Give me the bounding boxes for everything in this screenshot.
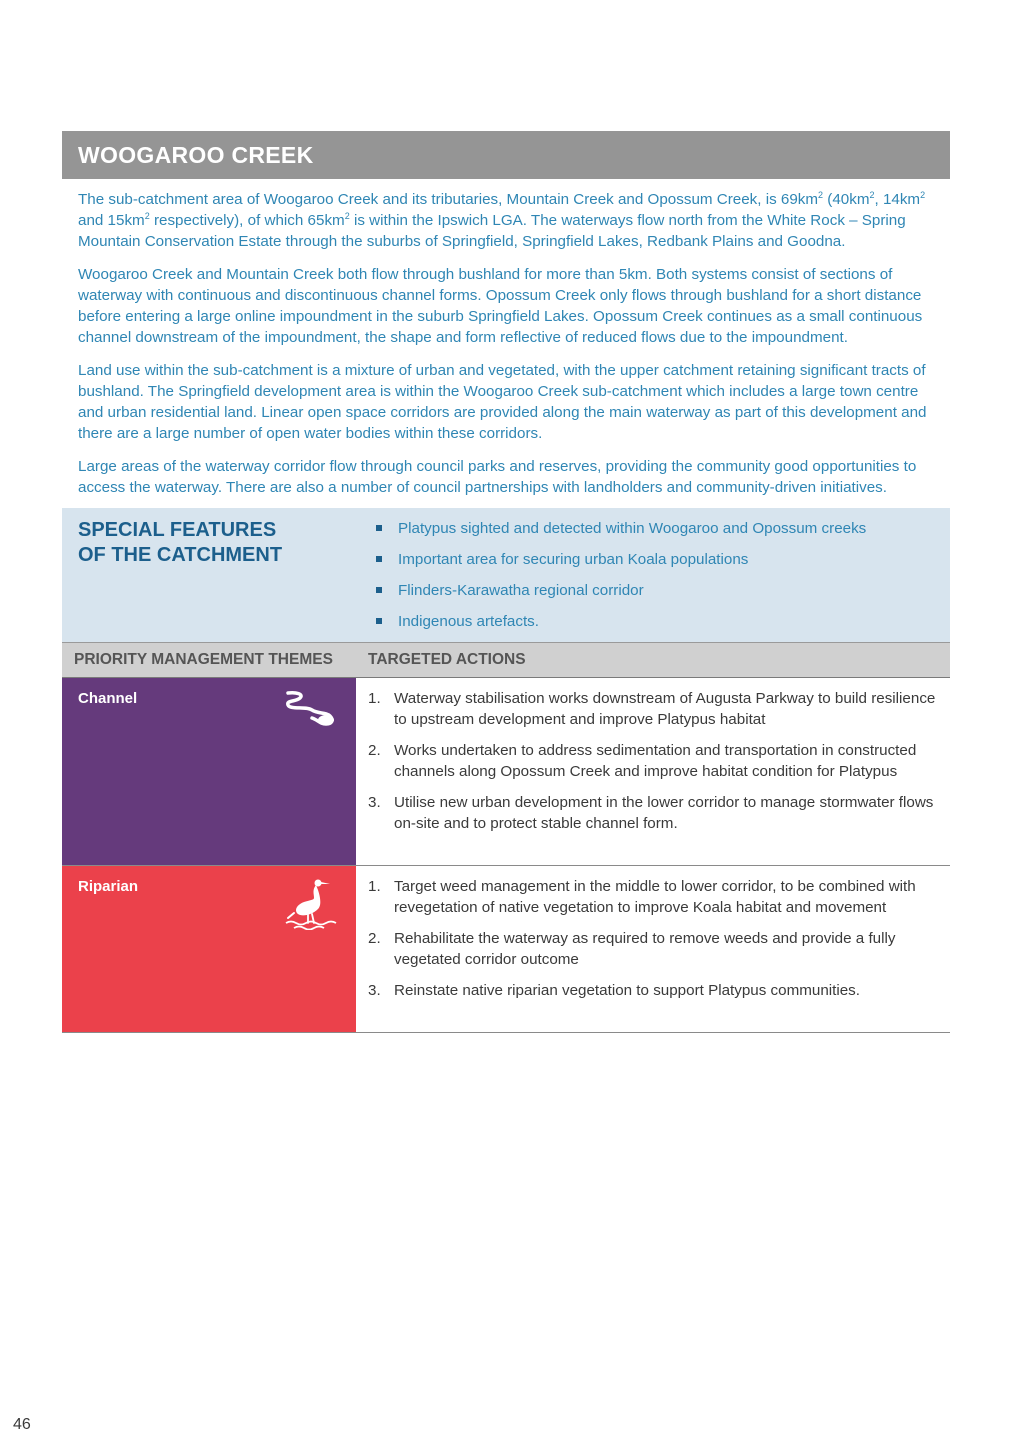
action-item: 2. Rehabilitate the waterway as required to remove weeds and provide a fully vegetated corridor outcome [368, 930, 896, 968]
action-item: 3. Reinstate native riparian vegetation to support Platypus communities. [368, 982, 860, 999]
feature-item: Indigenous artefacts. [374, 611, 866, 632]
theme-cell-channel [62, 678, 356, 865]
table-header [62, 642, 950, 678]
action-item: 3. Utilise new urban development in the lower corridor to manage stormwater flows on-site and to protect stable channel form. [368, 794, 934, 832]
intro-paragraph-3: Land use within the sub-catchment is a mixture of urban and vegetated, with the upper catchment retaining significant tracts of bushland. The Springfield development area is within the Woogaroo Creek sub-catchment which includes a large town centre and urban residential land. Linear open space corridors are provided along the main waterway as part of this development and there are a large number of open water bodies within these corridors. [78, 362, 927, 442]
special-features-box [62, 508, 950, 642]
square-bullet-icon [376, 587, 382, 593]
actions-cell-channel [356, 678, 950, 865]
catchment-page [62, 131, 950, 1033]
intro-paragraph-1: The sub-catchment area of Woogaroo Creek and its tributaries, Mountain Creek and Opossum Creek, is $69km^2$ ($40km^2$, $14km^2$ and $15km^2$ respectively), of which $65km^2$ is within the Ipswich LGA. The waterways flow north from the White Rock – Spring Mountain Conservation Estate through the suburbs of Springfield, Springfield Lakes, Redbank Plains and Goodna. [78, 189, 926, 250]
table-row-channel [62, 678, 950, 866]
intro-section [62, 179, 950, 498]
feature-item: Flinders-Karawatha regional corridor [374, 580, 866, 601]
feature-item: Platypus sighted and detected within Woogaroo and Opossum creeks [374, 518, 866, 539]
theme-label-channel: Channel [78, 690, 138, 707]
square-bullet-icon [376, 525, 382, 531]
title-bar [62, 131, 950, 179]
actions-cell-riparian [356, 866, 950, 1032]
special-features-list [374, 518, 866, 632]
column-header-themes: PRIORITY MANAGEMENT THEMES [74, 651, 333, 668]
action-item: 2. Works undertaken to address sedimentation and transportation in constructed channels along Opossum Creek and improve habitat condition for Platypus [368, 742, 917, 780]
action-item: 1. Waterway stabilisation works downstream of Augusta Parkway to build resilience to upstream development and improve Platypus habitat [368, 690, 936, 728]
square-bullet-icon [376, 618, 382, 624]
feature-item: Important area for securing urban Koala populations [374, 549, 866, 570]
intro-paragraph-2: Woogaroo Creek and Mountain Creek both flow through bushland for more than 5km. Both systems consist of sections of waterway with continuous and discontinuous channel forms. Opossum Creek only flows through bushland for a short distance before entering a large online impoundment in the suburb Springfield Lakes. Opossum Creek continues as a small continuous channel downstream of the impoundment, the shape and form reflective of reduced flows due to the impoundment. [78, 266, 923, 346]
page-title: WOOGAROO CREEK [78, 141, 314, 168]
river-channel-icon [282, 690, 338, 733]
special-features-heading: SPECIAL FEATURES OF THE CATCHMENT [78, 519, 283, 566]
heron-icon [284, 878, 338, 935]
theme-label-riparian: Riparian [78, 878, 139, 895]
intro-paragraph-4: Large areas of the waterway corridor flow through council parks and reserves, providing the community good opportunities to access the waterway. There are also a number of council partnerships with landholders and community-driven initiatives. [78, 458, 917, 496]
square-bullet-icon [376, 556, 382, 562]
table-row-riparian [62, 866, 950, 1033]
theme-cell-riparian [62, 866, 356, 1032]
page-number: 46 [13, 1416, 31, 1433]
action-item: 1. Target weed management in the middle to lower corridor, to be combined with revegetation of native vegetation to improve Koala habitat and movement [368, 878, 916, 916]
column-header-actions: TARGETED ACTIONS [368, 651, 526, 668]
